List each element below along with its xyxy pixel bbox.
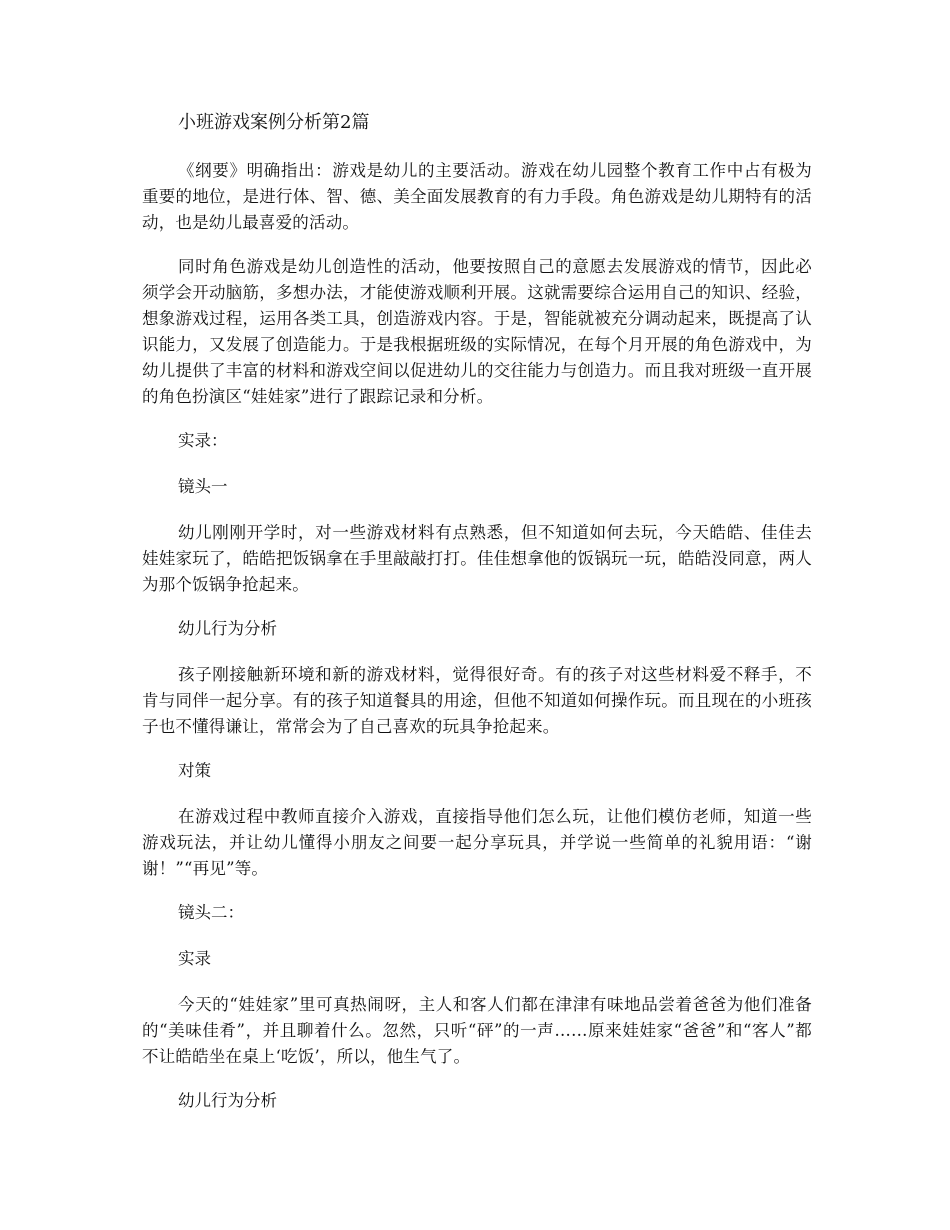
paragraph-scene-two-record: 今天的“娃娃家”里可真热闹呀，主人和客人们都在津津有味地品尝着爸爸为他们准备的“美味佳肴”，并且聊着什么。忽然，只听“砰”的一声……原来娃娃家“爸爸”和“客人”都不让皓皓坐在桌上‘吃饭’，所以，他生气了。	[142, 995, 812, 1066]
paragraph-role-play: 同时角色游戏是幼儿创造性的活动，他要按照自己的意愿去发展游戏的情节，因此必须学会开动脑筋，多想办法，才能使游戏顺利开展。这就需要综合运用自己的知识、经验，想象游戏过程，运用各类工具，创造游戏内容。于是，智能就被充分调动起来，既提高了认识能力，又发展了创造能力。于是我根据班级的实际情况，在每个月开展的角色游戏中，为幼儿提供了丰富的材料和游戏空间以促进幼儿的交往能力与创造力。而且我对班级一直开展的角色扮演区“娃娃家”进行了跟踪记录和分析。	[142, 257, 812, 406]
heading-scene-two: 镜头二：	[178, 903, 244, 922]
heading-record: 实录：	[178, 431, 228, 450]
heading-record-two: 实录	[178, 949, 211, 968]
document-page	[142, 108, 812, 1134]
document-title: 小班游戏案例分析第2篇	[178, 112, 370, 133]
heading-strategy: 对策	[178, 761, 211, 780]
heading-behavior-analysis-one: 幼儿行为分析	[178, 619, 277, 638]
paragraph-strategy: 在游戏过程中教师直接介入游戏，直接指导他们怎么玩，让他们模仿老师，知道一些游戏玩法，并让幼儿懂得小朋友之间要一起分享玩具，并学说一些简单的礼貌用语：“谢谢！”“再见”等。	[142, 807, 812, 878]
paragraph-behavior-analysis-one: 孩子刚接触新环境和新的游戏材料，觉得很好奇。有的孩子对这些材料爱不释手，不肯与同伴一起分享。有的孩子知道餐具的用途，但他不知道如何操作玩。而且现在的小班孩子也不懂得谦让，常常会为了自己喜欢的玩具争抢起来。	[142, 665, 812, 736]
heading-behavior-analysis-two: 幼儿行为分析	[178, 1091, 277, 1110]
paragraph-scene-one-record: 幼儿刚刚开学时，对一些游戏材料有点熟悉，但不知道如何去玩，今天皓皓、佳佳去娃娃家玩了，皓皓把饭锅拿在手里敲敲打打。佳佳想拿他的饭锅玩一玩，皓皓没同意，两人为那个饭锅争抢起来。	[142, 523, 812, 594]
paragraph-intro: 《纲要》明确指出：游戏是幼儿的主要活动。游戏在幼儿园整个教育工作中占有极为重要的地位，是进行体、智、德、美全面发展教育的有力手段。角色游戏是幼儿期特有的活动，也是幼儿最喜爱的活动。	[142, 161, 812, 232]
heading-scene-one: 镜头一	[178, 477, 228, 496]
